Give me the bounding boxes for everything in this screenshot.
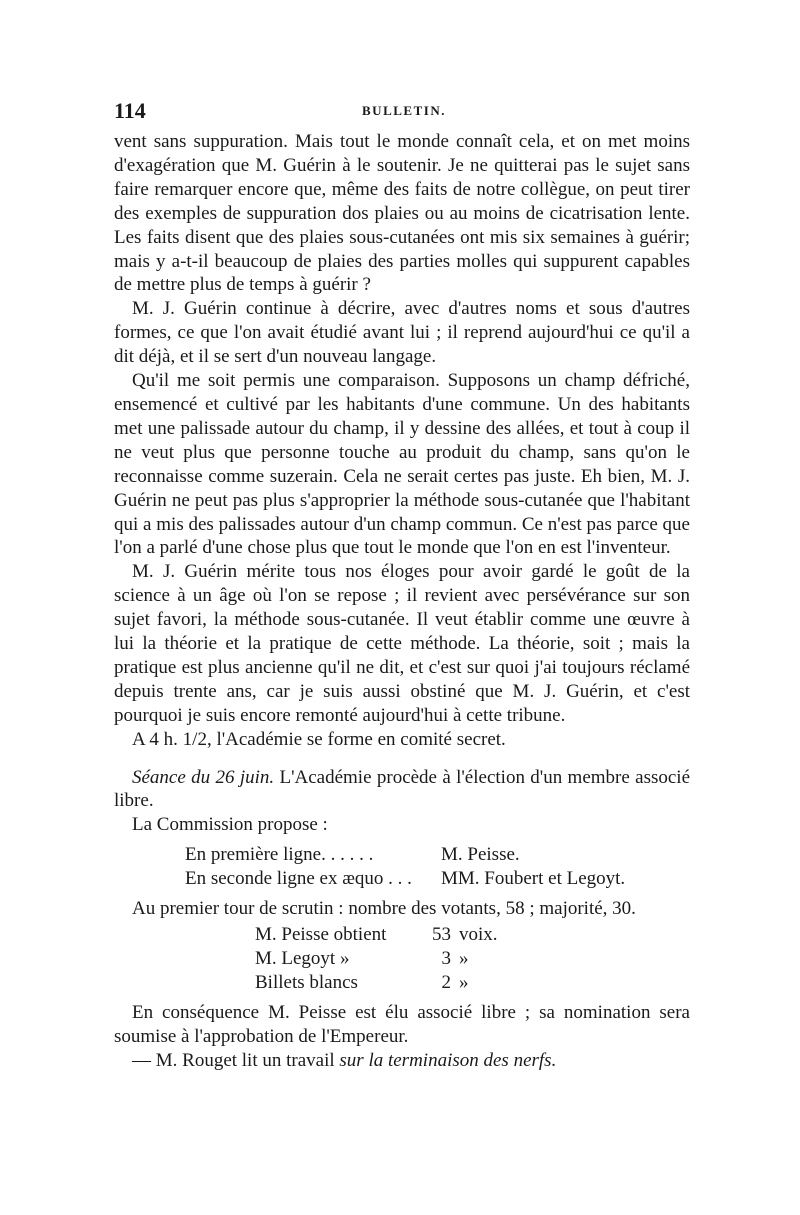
final-line-prefix: — M. Rouget lit un travail: [132, 1050, 340, 1071]
tally-row: [114, 947, 690, 971]
page-header: [114, 98, 694, 126]
seance-paragraph: [114, 766, 690, 814]
tally-count: 2: [441, 972, 451, 994]
nomination-rank: En seconde ligne ex æquo . . .: [185, 868, 412, 890]
scrutin-line: Au premier tour de scrutin : nombre des votants, 58 ; majorité, 30.: [132, 898, 636, 920]
tally-row: [114, 971, 690, 995]
nomination-name: M. Peisse.: [441, 844, 520, 866]
seance-text: L'Académie procède à l'élection d'un membre associé libre.: [114, 766, 691, 812]
tally-unit: »: [459, 972, 469, 994]
tally-name: Billets blancs: [255, 972, 358, 994]
paragraph: A 4 h. 1/2, l'Académie se forme en comité secret.: [132, 728, 506, 750]
nomination-name: MM. Foubert et Legoyt.: [441, 868, 626, 890]
final-line: [114, 1049, 690, 1073]
paragraph: M. J. Guérin continue à décrire, avec d'autres noms et sous d'autres formes, ce que l'on avait étudié avant lui ; il reprend aujourd'hui ce qu'il a dit déjà, et il se sert d'un nouveau langage.: [114, 298, 690, 368]
final-line-title: sur la terminaison des nerfs.: [339, 1050, 557, 1071]
commission-line: La Commission propose :: [132, 814, 328, 836]
tally-name: M. Peisse obtient: [255, 924, 387, 946]
tally-name: M. Legoyt »: [255, 948, 350, 970]
tally-count: 3: [441, 948, 451, 970]
tally-unit: voix.: [459, 924, 498, 946]
paragraph: Qu'il me soit permis une comparaison. Supposons un champ défriché, ensemencé et cultivé par les habitants d'une commune. Un des habitants met une palissade autour du champ, il y dessine des allées, et tout à coup il ne veut plus que personne touche au produit du champ, sans qu'on le reconnaisse comme suzerain. Cela ne serait certes pas juste. Eh bien, M. J. Guérin ne peut pas plus s'approprier la méthode sous-cutanée que l'habitant qui a mis des palissades autour d'un champ commun. Ce n'est pas parce que l'on a parlé d'une chose plus que tout le monde que l'on en est l'inventeur.: [114, 370, 690, 559]
vote-tally: [114, 923, 690, 995]
body-text: [114, 130, 690, 1073]
tally-count: 53: [432, 924, 451, 946]
nomination-rank: En première ligne. . . . . .: [185, 844, 374, 866]
paragraph: M. J. Guérin mérite tous nos éloges pour avoir gardé le goût de la science à un âge où l'on se repose ; il revient avec persévérance sur son sujet favori, la méthode sous-cutanée. Il veut établir comme une œuvre à lui la théorie et la pratique de cette méthode. La théorie, soit ; mais la pratique est plus ancienne qu'il ne dit, et c'est sur quoi j'ai toujours réclamé depuis trente ans, car je suis aussi obstiné que M. J. Guérin, et c'est pourquoi je suis encore remonté aujourd'hui à cette tribune.: [114, 561, 690, 726]
running-title: BULLETIN.: [362, 103, 446, 118]
seance-date: Séance du 26 juin.: [132, 766, 275, 788]
tally-row: [114, 923, 690, 947]
nomination-row: [114, 843, 690, 867]
paragraph: vent sans suppuration. Mais tout le monde connaît cela, et on met moins d'exagération que M. Guérin à le soutenir. Je ne quitterai pas le sujet sans faire remarquer encore que, même des faits de notre collègue, on peut tirer des exemples de suppuration dos plaies ou au moins de cicatrisation lente. Les faits disent que des plaies sous-cutanées ont mis six semaines à guérir; mais y a-t-il beaucoup de plaies des parties molles qui suppurent capables de mettre plus de temps à guérir ?: [114, 131, 690, 296]
page-number: 114: [114, 98, 146, 123]
tally-unit: »: [459, 948, 469, 970]
nominations-list: [114, 843, 690, 891]
nomination-row: [114, 867, 690, 891]
closing-paragraph: En conséquence M. Peisse est élu associé libre ; sa nomination sera soumise à l'approbation de l'Empereur.: [114, 1002, 690, 1048]
